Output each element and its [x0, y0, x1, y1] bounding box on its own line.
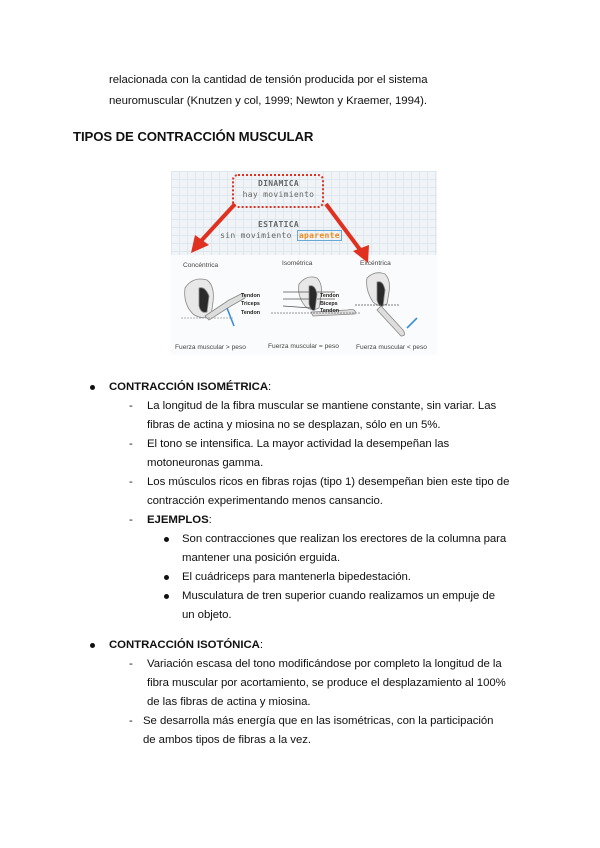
- isotonic-item-2-line-2: de ambos tipos de fibras a la vez.: [143, 734, 311, 746]
- isometric-item-3-line-2: contracción experimentando menos cansancio.: [147, 495, 383, 507]
- intro-line-2: neuromuscular (Knutzen y col, 1999; Newton y Kraemer, 1994).: [109, 95, 428, 107]
- isotonic-item-1-line-2: fibra muscular por acortamiento, se produce el desplazamiento al 100%: [147, 677, 506, 689]
- caption-eccentric: Fuerza muscular < peso: [356, 344, 427, 351]
- isometric-heading: CONTRACCIÓN ISOMÉTRICA:: [109, 381, 272, 393]
- static-sub-prefix: sin movimiento: [220, 231, 292, 240]
- example-3-line-2: un objeto.: [182, 609, 232, 621]
- isometric-item-1-line-1: La longitud de la fibra muscular se mantiene constante, sin variar. Las: [147, 400, 497, 412]
- dash-marker: -: [129, 658, 133, 670]
- contraction-types-figure: [171, 171, 437, 355]
- label-tendon-left-1: Tendon: [241, 293, 261, 299]
- bullet-dot: [90, 385, 95, 390]
- example-2-line-1: El cuádriceps para mantenerla bipedestación.: [182, 571, 411, 583]
- example-3-line-1: Musculatura de tren superior cuando realizamos un empuje de: [182, 590, 496, 602]
- isotonic-item-2-line-1: Se desarrolla más energía que en las isométricas, con la participación: [143, 715, 494, 727]
- col-title-isometric: Isométrica: [282, 260, 313, 267]
- isotonic-heading: CONTRACCIÓN ISOTÓNICA:: [109, 639, 263, 651]
- example-1-line-1: Son contracciones que realizan los erectores de la columna para: [182, 533, 507, 545]
- col-title-eccentric: Excéntrica: [360, 260, 391, 267]
- dynamic-subtitle: hay movimiento: [242, 190, 315, 199]
- label-triceps: Triceps: [241, 301, 260, 307]
- isotonic-item-1-line-3: de las fibras de actina y miosina.: [147, 696, 311, 708]
- bullet-dot: [164, 575, 169, 580]
- col-title-concentric: Concéntrica: [183, 262, 219, 269]
- static-title: ESTATICA: [258, 220, 299, 229]
- label-tendon-right-2: Tendon: [320, 308, 340, 314]
- caption-isometric: Fuerza muscular = peso: [268, 343, 339, 350]
- dash-marker: -: [129, 438, 133, 450]
- examples-heading: EJEMPLOS:: [147, 514, 212, 526]
- dynamic-title: DINAMICA: [258, 179, 299, 188]
- label-biceps: Biceps: [320, 301, 338, 307]
- dash-marker: -: [129, 715, 133, 727]
- label-tendon-right-1: Tendon: [320, 293, 340, 299]
- caption-concentric: Fuerza muscular > peso: [175, 344, 246, 351]
- dash-marker: -: [129, 400, 133, 412]
- bullet-dot: [164, 537, 169, 542]
- dash-marker: -: [129, 514, 133, 526]
- label-tendon-left-2: Tendon: [241, 310, 261, 316]
- red-arrows-icon: [171, 171, 437, 271]
- bullet-dot: [90, 643, 95, 648]
- example-1-line-2: mantener una posición erguida.: [182, 552, 341, 564]
- isometric-item-2-line-2: motoneuronas gamma.: [147, 457, 264, 469]
- arm-illustrations-icon: [171, 266, 437, 346]
- dash-marker: -: [129, 476, 133, 488]
- isometric-item-3-line-1: Los músculos ricos en fibras rojas (tipo 1) desempeñan bien este tipo de: [147, 476, 510, 488]
- intro-line-1: relacionada con la cantidad de tensión producida por el sistema: [109, 74, 428, 86]
- isotonic-item-1-line-1: Variación escasa del tono modificándose por completo la longitud de la: [147, 658, 502, 670]
- isometric-item-1-line-2: fibras de actina y miosina no se desplazan, sólo en un 5%.: [147, 419, 441, 431]
- isometric-item-2-line-1: El tono se intensifica. La mayor actividad la desempeñan las: [147, 438, 450, 450]
- bullet-dot: [164, 594, 169, 599]
- static-sub-highlight: aparente: [298, 231, 340, 240]
- section-title: TIPOS DE CONTRACCIÓN MUSCULAR: [73, 129, 314, 144]
